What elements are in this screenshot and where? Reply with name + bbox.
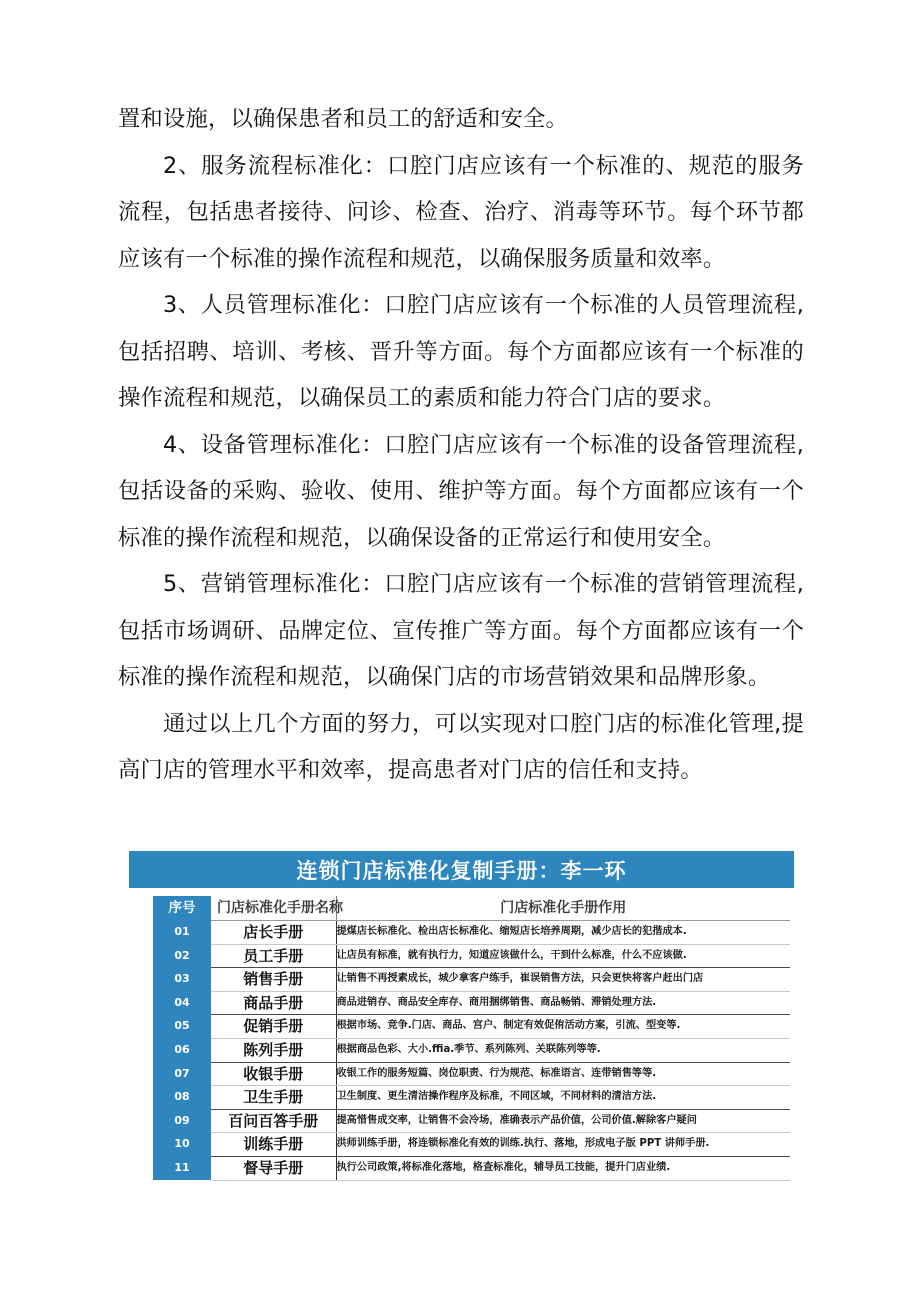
row-index: 09: [153, 1109, 211, 1133]
row-purpose: 让销售不再授素成长，城少拿客户练手，崔误销售方法，只会更快将客户赶出门店: [336, 968, 790, 992]
row-index: 07: [153, 1062, 211, 1086]
row-purpose: 洪师训练手册，将连锁标准化有效的训练.执行、落地，形成电子版 PPT 讲师手册.: [336, 1133, 790, 1157]
row-index: 01: [153, 921, 211, 945]
table-row: [153, 991, 790, 1015]
table-header-row: [153, 896, 790, 921]
paragraph: 3、人员管理标准化：口腔门店应该有一个标准的人员管理流程,包括招聘、培训、考核、晋升等方面。每个方面都应该有一个标准的操作流程和规范，以确保员工的素质和能力符合门店的要求。: [118, 292, 804, 411]
row-name: 百问百答手册: [211, 1109, 336, 1133]
row-index: 06: [153, 1038, 211, 1062]
table-row: [153, 1062, 790, 1086]
row-name: 督导手册: [211, 1156, 336, 1180]
paragraph: 4、设备管理标准化：口腔门店应该有一个标准的设备管理流程,包括设备的采购、验收、使用、维护等方面。每个方面都应该有一个标准的操作流程和规范，以确保设备的正常运行和使用安全。: [118, 431, 804, 551]
table-banner-title: 连锁门店标准化复制手册：李一环: [129, 851, 794, 888]
row-name: 销售手册: [211, 968, 336, 992]
column-header-purpose: 门店标准化手册作用: [336, 896, 790, 921]
table-row: [153, 1038, 790, 1062]
table-row: [153, 1156, 790, 1180]
paragraph: 5、营销管理标准化：口腔门店应该有一个标准的营销管理流程,包括市场调研、品牌定位、宣传推广等方面。每个方面都应该有一个标准的操作流程和规范，以确保门店的市场营销效果和品牌形象。: [118, 571, 804, 690]
row-purpose: 执行公司政策,将标准化落地，格查标准化，辅导员工技能，提升门店业绩.: [336, 1156, 790, 1180]
row-name: 训练手册: [211, 1133, 336, 1157]
row-name: 促销手册: [211, 1015, 336, 1039]
standardization-manual-table: [153, 896, 790, 1181]
row-index: 02: [153, 944, 211, 968]
column-header-name: 门店标准化手册名称: [211, 896, 336, 921]
row-purpose: 提煤店长标准化、检出店长标准化、缩短店长培养周期，减少店长的犯揩成本.: [336, 921, 790, 945]
row-index: 05: [153, 1015, 211, 1039]
row-name: 卫生手册: [211, 1086, 336, 1110]
table-row: [153, 1086, 790, 1110]
row-purpose: 提高惜售成交率，让销售不会冷场，准确表示产品价值，公司价值.解除客户疑问: [336, 1109, 790, 1133]
row-index: 04: [153, 991, 211, 1015]
table-row: [153, 1133, 790, 1157]
table-row: [153, 944, 790, 968]
manual-table-figure: [129, 851, 794, 1181]
row-purpose: 收银工作的服务短篇、岗位职责、行为规范、标准语言、连带销售等等.: [336, 1062, 790, 1086]
row-index: 03: [153, 968, 211, 992]
row-purpose: 商品进销存、商品安全库存、商用捆绑销售、商品畅销、滞销处理方法.: [336, 991, 790, 1015]
paragraph: 通过以上几个方面的努力，可以实现对口腔门店的标准化管理,提高门店的管理水平和效率，提高患者对门店的信任和支持。: [118, 710, 804, 783]
row-name: 收银手册: [211, 1062, 336, 1086]
paragraph: 置和设施，以确保患者和员工的舒适和安全。: [118, 106, 568, 132]
row-name: 员工手册: [211, 944, 336, 968]
row-name: 陈列手册: [211, 1038, 336, 1062]
row-purpose: 卫生制度、更生清洁操作程序及标准，不同区域，不同材料的清洁方法.: [336, 1086, 790, 1110]
row-name: 商品手册: [211, 991, 336, 1015]
row-index: 08: [153, 1086, 211, 1110]
table-row: [153, 921, 790, 945]
table-row: [153, 1109, 790, 1133]
paragraph: 2、服务流程标准化：口腔门店应该有一个标准的、规范的服务流程，包括患者接待、问诊、检查、治疗、消毒等环节。每个环节都应该有一个标准的操作流程和规范，以确保服务质量和效率。: [118, 152, 804, 272]
row-index: 10: [153, 1133, 211, 1157]
row-purpose: 让店员有标准，就有执行力，知道应该做什么，干到什么标准，什么不应该做.: [336, 944, 790, 968]
document-body: [118, 96, 804, 794]
column-header-index: 序号: [153, 896, 211, 921]
row-name: 店长手册: [211, 921, 336, 945]
table-body: [153, 921, 790, 1181]
table-row: [153, 968, 790, 992]
row-index: 11: [153, 1156, 211, 1180]
row-purpose: 根据市场、竞争.门店、商品、宫户、制定有效促侑活动方案，引流、型变等.: [336, 1015, 790, 1039]
row-purpose: 根据商品色彩、大小.ffia.季节、系列陈列、关联陈列等等.: [336, 1038, 790, 1062]
table-row: [153, 1015, 790, 1039]
